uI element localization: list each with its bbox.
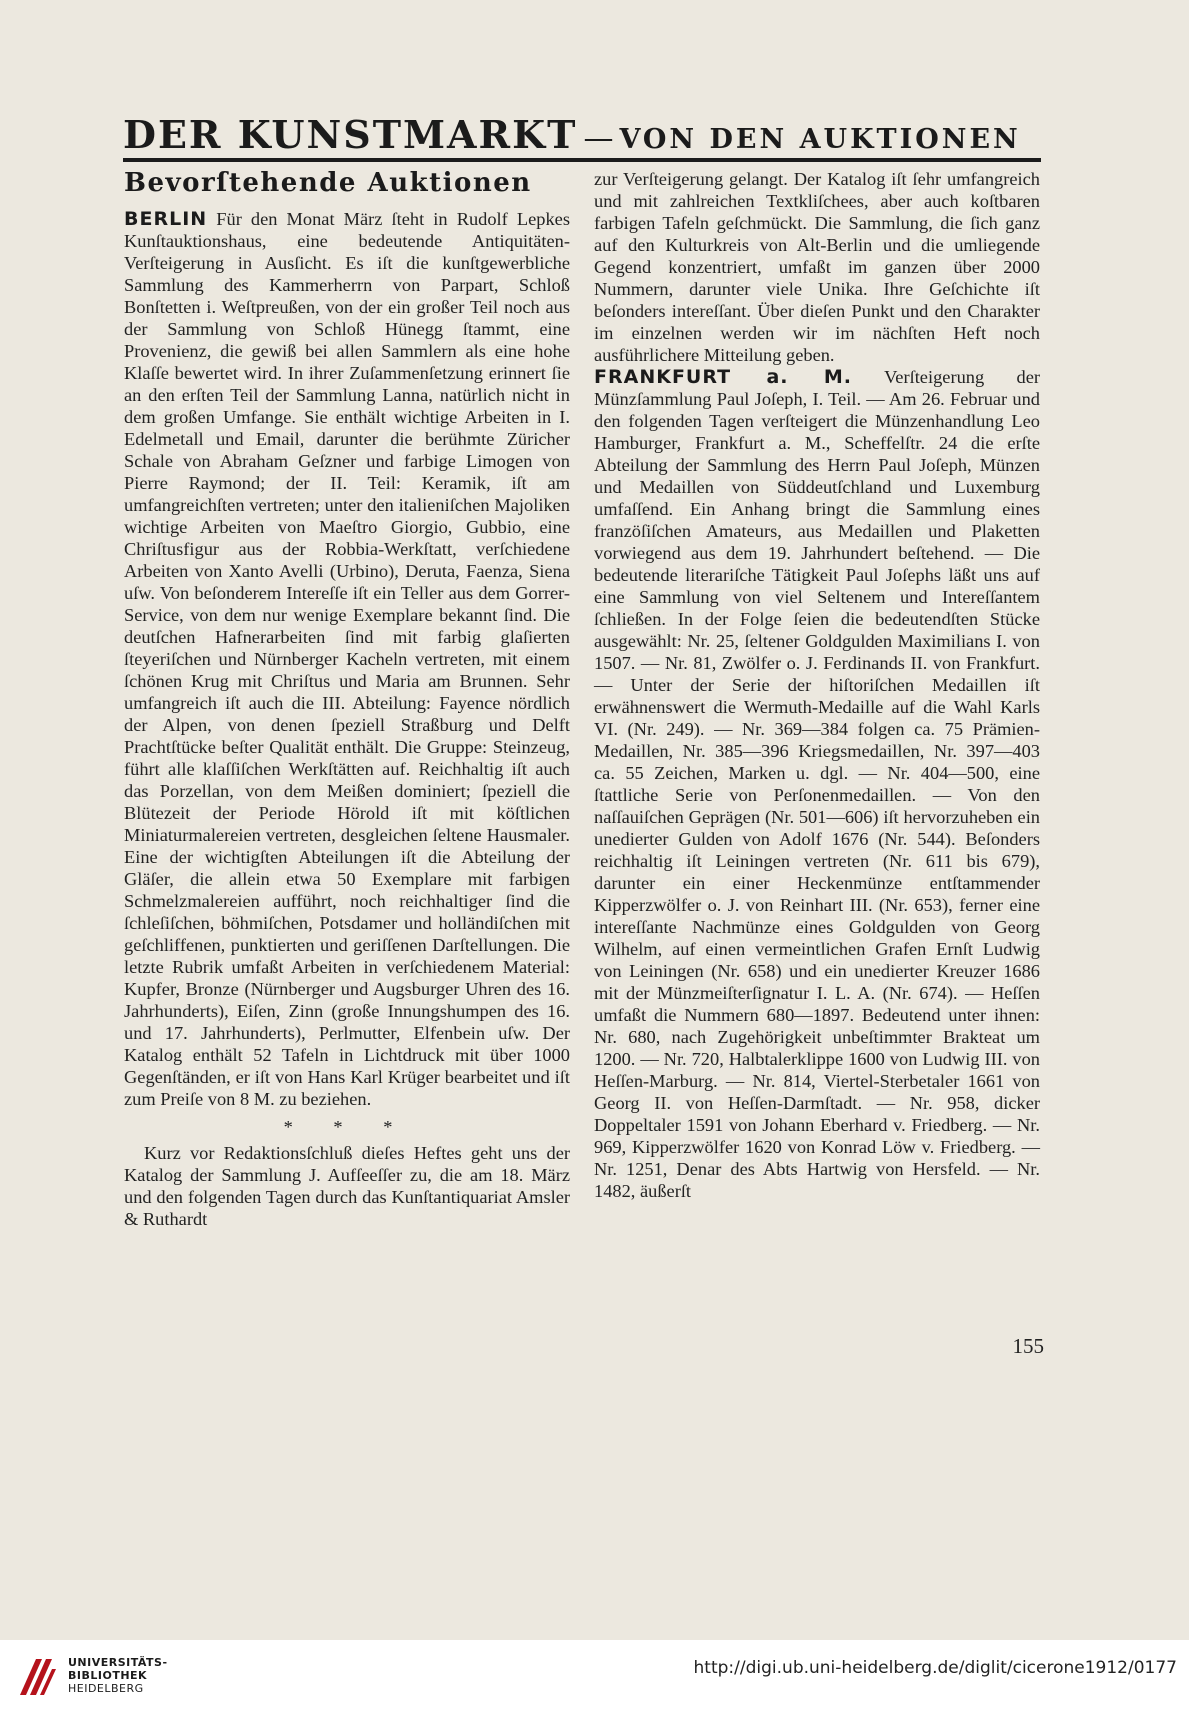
right-column [594,168,1040,1202]
city-frankfurt: FRANKFURT a. M. [594,366,853,388]
section-separator-stars: * * * [283,1117,411,1137]
header-main-title: DER KUNSTMARKT [123,112,578,157]
frankfurt-text: Verſteigerung der Münzſammlung Paul Joſeph, I. Teil. — Am 26. Februar und den folgenden Tagen verſteigert die Münzenhandlung Leo Hamburger, Frankfurt a. M., Scheffelſtr. 24 die erſte Abteilung der Sammlung des Herrn Paul Joſeph, Münzen und Medaillen von Süddeutſchland und Luxemburg umfaſſend. Ein Anhang bringt die Sammlung eines franzöſiſchen Amateurs, aus Medaillen und Plaketten vorwiegend aus dem 19. Jahrhundert beſtehend. — Die bedeutende literariſche Tätigkeit Paul Joſephs läßt uns auf eine Sammlung von viel Seltenem und Intereſſantem ſchließen. In der Folge ſeien die bedeutendſten Stücke ausgewählt: Nr. 25, ſeltener Goldgulden Maximilians I. von 1507. — Nr. 81, Zwölfer o. J. Ferdinands II. von Frankfurt. — Unter der Serie der hiſtoriſchen Medaillen iſt erwähnenswert die Wermuth-Medaille auf die Wahl Karls VI. (Nr. 249). — Nr. 369—384 folgen ca. 75 Prämien-Medaillen, Nr. 385—396 Kriegsmedaillen, Nr. 397—403 ca. 55 Zeichen, Marken u. dgl. — Nr. 404—500, eine ſtattliche Serie von Perſonenmedaillen. — Von den naſſauiſchen Geprägen (Nr. 501—606) iſt hervorzuheben ein unedierter Gulden von Adolf 1676 (Nr. 544). Beſonders reichhaltig iſt Leiningen vertreten (Nr. 611 bis 679), darunter ein einer Heckenmünze entſtammender Kipperzwölfer o. J. von Reinhart III. (Nr. 653), ferner eine intereſſante Nachmünze eines Goldgulden von Georg Wilhelm, auf einen vermeintlichen Grafen Ernſt Ludwig von Leiningen (Nr. 658) und ein unedierter Kreuzer 1686 mit der Münzmeiſterſignatur I. L. A. (Nr. 674). — Heſſen umfaßt die Nummern 680—1897. Bedeutend unter ihnen: Nr. 680, nach Zugehörigkeit unbeſtimmter Brakteat um 1200. — Nr. 720, Halbtalerklippe 1600 von Ludwig III. von Heſſen-Marburg. — Nr. 814, Viertel-Sterbetaler 1661 von Georg II. von Heſſen-Darmſtadt. — Nr. 958, dicker Doppeltaler 1591 von Johann Eberhard v. Friedberg. — Nr. 969, Kipperzwölfer 1620 von Konrad Löw v. Friedberg. — Nr. 1251, Denar des Abts Hartwig von Hersfeld. — Nr. 1482, äußerſt [594,367,1040,1201]
library-line-2: BIBLIOTHEK [68,1669,148,1682]
header-dash: — [583,121,614,156]
page-header [123,112,1041,162]
library-line-3: HEIDELBERG [68,1682,144,1695]
library-line-1: UNIVERSITÄTS- [68,1656,168,1669]
footer-bar [0,1640,1189,1725]
header-subtitle: VON DEN AUKTIONEN [619,124,1021,155]
berlin-paragraph [124,208,570,1110]
page-number: 155 [1012,1334,1044,1358]
berlin-text: Für den Monat März ſteht in Rudolf Lepkes Kunſtauktionshaus, eine bedeutende Antiquitäten-Verſteigerung in Ausſicht. Es iſt die kunſtgewerbliche Sammlung des Kammerherrn von Parpart, Schloß Bonſtetten i. Weſtpreußen, von der ein großer Teil noch aus der Sammlung von Schloß Hünegg ſtammt, eine Provenienz, die gewiß bei allen Sammlern als eine hohe Klaſſe bewertet wird. In ihrer Zuſammenſetzung erinnert ſie an den erſten Teil der Sammlung Lanna, natürlich nicht in dem großen Umfange. Sie enthält wichtige Arbeiten in I. Edelmetall und Email, darunter die berühmte Züricher Schale von Abraham Geſzner und farbige Limogen von Pierre Raymond; der II. Teil: Keramik, iſt am umfangreichſten vertreten; unter den italieniſchen Majoliken wichtige Arbeiten von Maeſtro Giorgio, Gubbio, eine Chriſtusfigur aus der Robbia-Werkſtatt, verſchiedene Arbeiten von Xanto Avelli (Urbino), Deruta, Faenza, Siena uſw. Von beſonderem Intereſſe iſt ein Teller aus dem Gorrer-Service, von dem nur wenige Exemplare bekannt ſind. Die deutſchen Hafnerarbeiten ſind mit farbig glaſierten ſteyeriſchen und Nürnberger Kacheln vertreten, mit einem ſchönen Krug mit Chriſtus und Maria am Brunnen. Sehr umfangreich iſt auch die III. Abteilung: Fayence nördlich der Alpen, von denen ſpeziell Straßburg und Delft Prachtſtücke beſter Qualität enthält. Die Gruppe: Steinzeug, führt alle klaſſiſchen Werkſtätten auf. Reichhaltig iſt auch das Porzellan, von dem Meißen dominiert; ſpeziell die Blütezeit der Periode Hörold iſt mit köſtlichen Miniaturmalereien vertreten, desgleichen ſeltene Hausmaler. Eine der wichtigſten Abteilungen iſt die Abteilung der Gläſer, die allein etwa 50 Exemplare mit farbigen Schmelzmalereien aufführt, noch reichhaltiger ſind die ſchleſiſchen, böhmiſchen, Potsdamer und holländiſchen mit geſchliffenen, punktierten und geriſſenen Darſtellungen. Die letzte Rubrik umfaßt Arbeiten in verſchiedenem Material: Kupfer, Bronze (Nürnberger und Augsburger Uhren des 16. Jahrhunderts), Eiſen, Zinn (große Innungshumpen des 16. und 17. Jahrhunderts), Perlmutter, Elfenbein uſw. Der Katalog enthält 52 Tafeln in Lichtdruck mit über 1000 Gegenſtänden, er iſt von Hans Karl Krüger bearbeitet und iſt zum Preiſe von 8 M. zu beziehen. [124,209,570,1109]
continuation-paragraph: zur Verſteigerung gelangt. Der Katalog iſt ſehr umfangreich und mit zahlreichen Textkliſchees, aber auch koſtbaren farbigen Tafeln geſchmückt. Die Sammlung, die ſich ganz auf den Kulturkreis von Alt-Berlin und die umliegende Gegend konzentriert, umfaßt im ganzen über 2000 Nummern, darunter viele Unika. Ihre Geſchichte iſt beſonders intereſſant. Über dieſen Punkt und den Charakter im einzelnen werden wir im nächſten Heft noch ausführlichere Mitteilung geben. [594,169,1040,365]
city-berlin: BERLIN [124,208,208,230]
left-column [124,168,570,1230]
library-logo-icon [16,1655,60,1699]
kurz-paragraph: Kurz vor Redaktionsſchluß dieſes Heftes geht uns der Katalog der Sammlung J. Aufſeeſſer zu, die am 18. März und den folgenden Tagen durch das Kunſtantiquariat Amsler & Ruthardt [124,1143,570,1229]
section-title: Bevorſtehende Auktionen [124,168,532,198]
source-url[interactable]: http://digi.ub.uni-heidelberg.de/diglit/cicerone1912/0177 [693,1658,1177,1678]
library-name [68,1656,168,1695]
frankfurt-paragraph [594,366,1040,1202]
